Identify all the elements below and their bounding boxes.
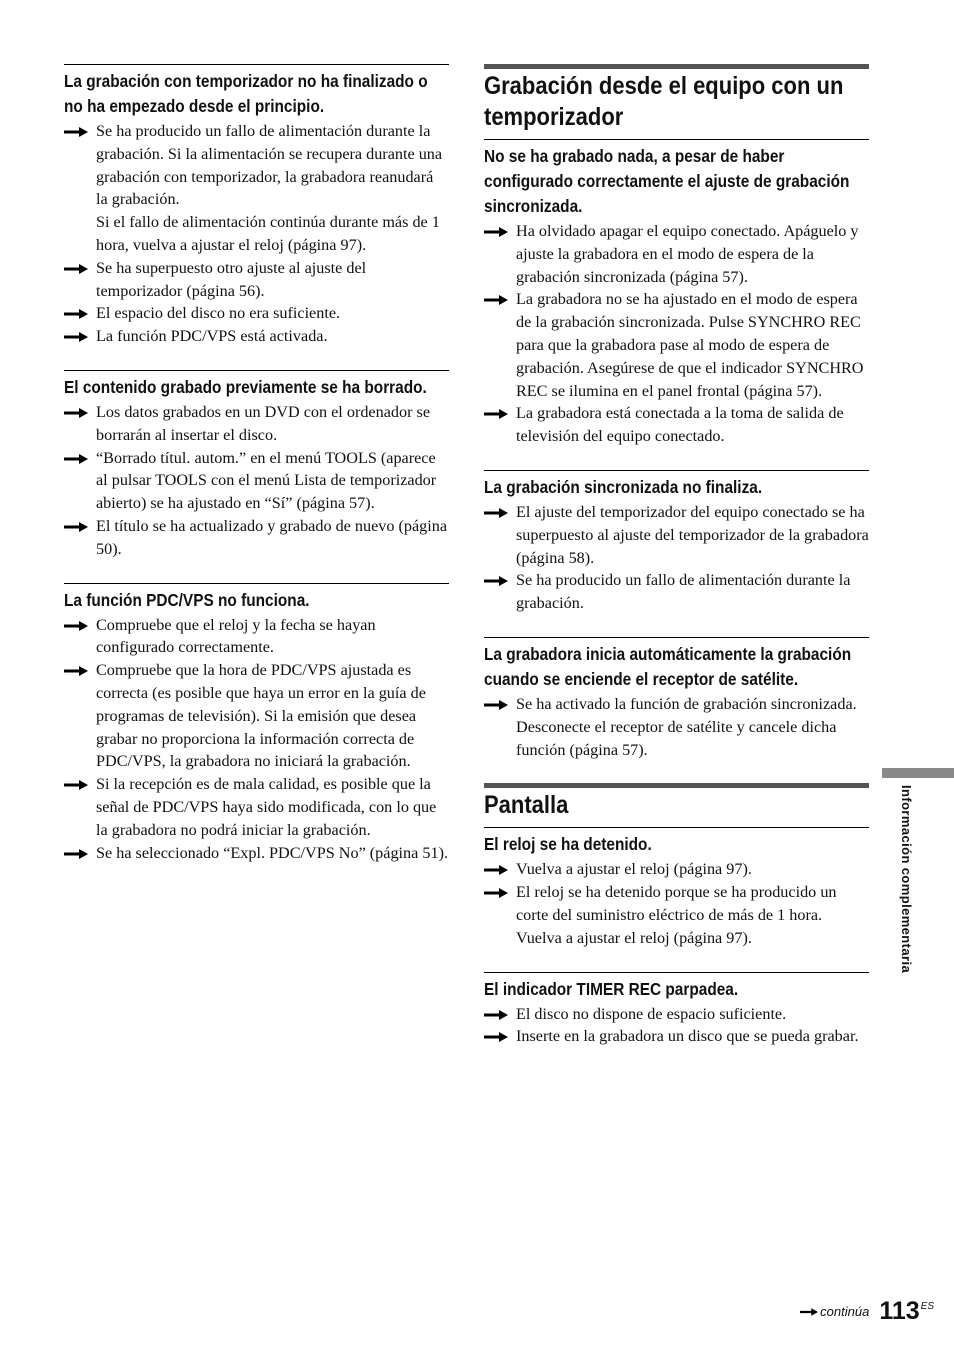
arrow-right-icon bbox=[484, 226, 508, 238]
list-item bbox=[64, 515, 449, 561]
subsection-title: No se ha grabado nada, a pesar de haber configurado correctamente el ajuste de grabación sincronizada. bbox=[484, 146, 850, 216]
arrow-right-icon bbox=[484, 1031, 508, 1043]
subsection-title: La grabación sincronizada no finaliza. bbox=[484, 476, 763, 497]
list-item bbox=[64, 842, 449, 865]
item-text: Se ha activado la función de grabación sincronizada. Desconecte el receptor de satélite y cancele dicha función (página 57). bbox=[516, 694, 857, 759]
item-list bbox=[484, 858, 869, 949]
item-text: Compruebe que el reloj y la fecha se hayan configurado correctamente. bbox=[96, 615, 376, 657]
list-item bbox=[484, 693, 869, 761]
list-item bbox=[64, 614, 449, 660]
item-text: Los datos grabados en un DVD con el ordenador se borrarán al insertar el disco. bbox=[96, 402, 431, 444]
item-list bbox=[484, 693, 869, 761]
list-item bbox=[484, 220, 869, 288]
subsection-title: La función PDC/VPS no funciona. bbox=[64, 589, 310, 610]
arrow-right-icon bbox=[800, 1307, 818, 1317]
item-text: El título se ha actualizado y grabado de nuevo (página 50). bbox=[96, 516, 448, 558]
arrow-right-icon bbox=[484, 408, 508, 420]
subsection bbox=[484, 139, 869, 448]
arrow-right-icon bbox=[64, 665, 88, 677]
section-title: Grabación desde el equipo con un temporizador bbox=[484, 72, 844, 131]
item-text: El reloj se ha detenido porque se ha producido un corte del suministro eléctrico de más de 1 hora. Vuelva a ajustar el reloj (página 97). bbox=[516, 883, 837, 947]
arrow-right-icon bbox=[64, 848, 88, 860]
item-text: Vuelva a ajustar el reloj (página 97). bbox=[516, 860, 752, 879]
item-list bbox=[484, 1003, 869, 1049]
item-text: Si la recepción es de mala calidad, es posible que la señal de PDC/VPS haya sido modificada, con lo que la grabadora no podrá iniciar la grabación. bbox=[96, 775, 437, 839]
subsection bbox=[484, 637, 869, 761]
side-tab-bar bbox=[882, 768, 954, 778]
item-text: El ajuste del temporizador del equipo conectado se ha superpuesto al ajuste del temporizador de la grabadora (página 58). bbox=[516, 502, 869, 567]
arrow-right-icon bbox=[64, 308, 88, 320]
item-text: La grabadora no se ha ajustado en el modo de espera de la grabación sincronizada. Pulse SYNCHRO REC para que la grabadora pase al modo de espera de grabación. Asegúrese de que el indicador SYNCHRO REC se ilumina en el panel frontal (página 57). bbox=[516, 290, 864, 400]
arrow-right-icon bbox=[64, 407, 88, 419]
list-item bbox=[484, 881, 869, 949]
list-item bbox=[64, 659, 449, 773]
list-item bbox=[64, 773, 449, 841]
arrow-right-icon bbox=[64, 331, 88, 343]
item-text: El disco no dispone de espacio suficiente. bbox=[516, 1004, 787, 1023]
item-list bbox=[64, 120, 449, 348]
continued-label: continúa bbox=[820, 1304, 870, 1319]
list-item bbox=[64, 401, 449, 447]
subsection-title: El contenido grabado previamente se ha borrado. bbox=[64, 376, 427, 397]
arrow-right-icon bbox=[64, 779, 88, 791]
item-text: La función PDC/VPS está activada. bbox=[96, 327, 328, 346]
item-text: Compruebe que la hora de PDC/VPS ajustada es correcta (es posible que haya un error en la guía de programas de televisión). Si la emisión que desea grabar no proporciona la información correcta de PDC/VPS, la grabadora no iniciará la grabación. bbox=[96, 661, 426, 771]
item-text: La grabadora está conectada a la toma de salida de televisión del equipo conectado. bbox=[516, 404, 844, 446]
subsection bbox=[484, 972, 869, 1049]
subsection bbox=[484, 827, 869, 949]
side-tab-label: Información complementaria bbox=[899, 785, 914, 974]
item-text: Se ha seleccionado “Expl. PDC/VPS No” (página 51). bbox=[96, 843, 449, 862]
item-text: Se ha producido un fallo de alimentación durante la grabación. Si la alimentación se recupera durante una grabación con temporizador, la grabadora reanudará la grabación. bbox=[96, 122, 443, 209]
subsection bbox=[484, 470, 869, 615]
list-item bbox=[484, 1003, 869, 1026]
list-item bbox=[64, 257, 449, 303]
subsection bbox=[64, 370, 449, 561]
section-header bbox=[484, 783, 869, 821]
arrow-right-icon bbox=[484, 294, 508, 306]
item-list bbox=[484, 501, 869, 615]
subsection-title: El indicador TIMER REC parpadea. bbox=[484, 978, 739, 999]
list-item bbox=[484, 1025, 869, 1048]
arrow-right-icon bbox=[64, 263, 88, 275]
subsection bbox=[64, 583, 449, 865]
item-text: Ha olvidado apagar el equipo conectado. Apáguelo y ajuste la grabadora en el modo de espera de la grabación sincronizada (página 57). bbox=[516, 222, 859, 286]
arrow-right-icon bbox=[64, 620, 88, 632]
arrow-right-icon bbox=[484, 699, 508, 711]
item-text: Se ha superpuesto otro ajuste al ajuste del temporizador (página 56). bbox=[96, 258, 367, 300]
subsection-title: El reloj se ha detenido. bbox=[484, 834, 652, 855]
item-text: Inserte en la grabadora un disco que se pueda grabar. bbox=[516, 1027, 859, 1046]
item-list bbox=[64, 401, 449, 561]
list-item bbox=[64, 325, 449, 348]
page-footer bbox=[800, 1297, 934, 1325]
subsection-title: La grabación con temporizador no ha finalizado o no ha empezado desde el principio. bbox=[64, 71, 428, 116]
list-item bbox=[484, 858, 869, 881]
subsection-title: La grabadora inicia automáticamente la grabación cuando se enciende el receptor de satélite. bbox=[484, 643, 852, 689]
list-item bbox=[64, 447, 449, 515]
arrow-right-icon bbox=[484, 575, 508, 587]
right-column bbox=[484, 64, 869, 1070]
item-list bbox=[484, 220, 869, 448]
list-item bbox=[484, 288, 869, 402]
item-text: Si el fallo de alimentación continúa durante más de 1 hora, vuelva a ajustar el reloj (página 97). bbox=[96, 213, 440, 254]
arrow-right-icon bbox=[484, 1009, 508, 1021]
page-number: 113 bbox=[879, 1297, 920, 1325]
list-item bbox=[484, 501, 869, 569]
continued-indicator bbox=[800, 1304, 869, 1319]
item-text: “Borrado títul. autom.” en el menú TOOLS (aparece al pulsar TOOLS con el menú Lista de temporizador abierto) se ha ajustado en “Sí” (página 57). bbox=[96, 448, 437, 513]
arrow-right-icon bbox=[64, 126, 88, 138]
arrow-right-icon bbox=[64, 521, 88, 533]
item-text: Se ha producido un fallo de alimentación durante la grabación. bbox=[516, 571, 851, 613]
list-item bbox=[484, 569, 869, 615]
page-suffix: ES bbox=[920, 1301, 934, 1312]
arrow-right-icon bbox=[484, 864, 508, 876]
item-text: El espacio del disco no era suficiente. bbox=[96, 304, 341, 323]
list-item bbox=[484, 402, 869, 448]
arrow-right-icon bbox=[484, 507, 508, 519]
left-column bbox=[64, 64, 449, 886]
section-title: Pantalla bbox=[484, 791, 569, 820]
section-header bbox=[484, 64, 869, 133]
item-list bbox=[64, 614, 449, 865]
arrow-right-icon bbox=[64, 453, 88, 465]
arrow-right-icon bbox=[484, 887, 508, 899]
subsection bbox=[64, 64, 449, 348]
list-item bbox=[64, 302, 449, 325]
list-item bbox=[64, 120, 449, 257]
